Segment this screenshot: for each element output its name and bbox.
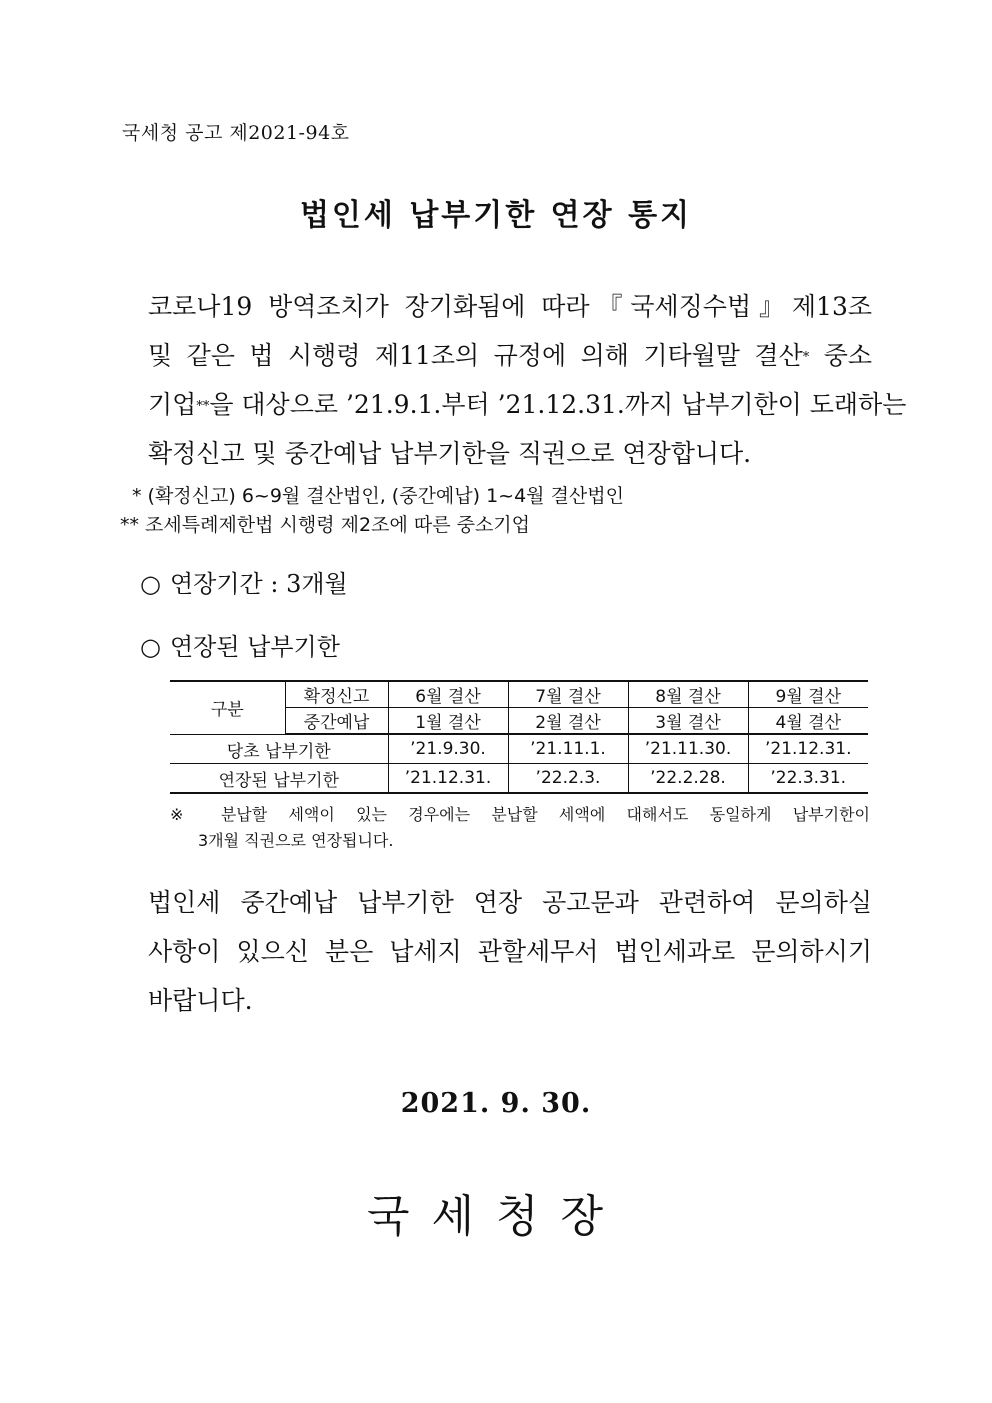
table-cell: 6월 결산 — [388, 681, 508, 708]
notice-number: 국세청 공고 제2021-94호 — [122, 122, 350, 144]
table-header-cell: 중간예납 — [285, 708, 388, 735]
signer-name: 국세청장 — [366, 1191, 625, 1242]
bullet-extended-deadline — [140, 627, 340, 662]
table-cell: ’21.12.31. — [388, 764, 508, 794]
bullet-text: 연장된 납부기한 — [170, 633, 340, 661]
bullet-text: 연장기간 : 3개월 — [170, 570, 348, 598]
table-cell: 7월 결산 — [508, 681, 628, 708]
table-cell: ’21.9.30. — [388, 734, 508, 764]
table-row — [170, 764, 868, 794]
table-row — [170, 734, 868, 764]
note-line: 3개월 직권으로 연장됩니다. — [198, 831, 394, 850]
table-cell: ’21.11.30. — [628, 734, 748, 764]
deadline-table — [170, 680, 868, 794]
paragraph-line: 사항이 있으신 분은 납세지 관할세무서 법인세과로 문의하시기 — [148, 937, 872, 966]
paragraph-line: 확정신고 및 중간예납 납부기한을 직권으로 연장합니다. — [148, 439, 752, 468]
paragraph-line — [120, 331, 872, 380]
paragraph-text: 중소 — [809, 341, 872, 370]
bullet-extension-period — [140, 564, 348, 599]
table-header-cell: 당초 납부기한 — [170, 734, 388, 764]
page-title: 법인세 납부기한 연장 통지 — [299, 198, 693, 233]
paragraph-line: 코로나19 방역조치가 장기화됨에 따라『국세징수법』제13조 — [148, 292, 872, 321]
table-cell: ’22.3.31. — [748, 764, 868, 794]
paragraph-line: 법인세 중간예납 납부기한 연장 공고문과 관련하여 문의하실 — [148, 888, 872, 917]
table-row — [170, 681, 868, 708]
table-header-cell: 구분 — [170, 681, 285, 734]
table-cell: ’21.11.1. — [508, 734, 628, 764]
table-cell: ’22.2.28. — [628, 764, 748, 794]
paragraph-line — [120, 380, 907, 429]
table-cell: 4월 결산 — [748, 708, 868, 735]
paragraph-text: 기업 — [148, 390, 197, 419]
footnote-2: ** 조세특례제한법 시행령 제2조에 따른 중소기업 — [120, 514, 531, 536]
note-line: ※ 분납할 세액이 있는 경우에는 분납할 세액에 대해서도 동일하게 납부기한이 — [170, 805, 870, 824]
table-cell: 9월 결산 — [748, 681, 868, 708]
installment-note — [170, 802, 870, 854]
footnote-marker: * — [802, 350, 810, 365]
footnote-marker: ** — [196, 399, 210, 414]
paragraph-text: 및 같은 법 시행령 제11조의 규정에 의해 기타월말 결산 — [148, 341, 803, 370]
table-cell: ’21.12.31. — [748, 734, 868, 764]
inquiry-paragraph — [120, 878, 872, 1025]
notice-date: 2021. 9. 30. — [400, 1088, 592, 1119]
table-cell: 3월 결산 — [628, 708, 748, 735]
table-cell: 8월 결산 — [628, 681, 748, 708]
table-cell: 2월 결산 — [508, 708, 628, 735]
table-cell: 1월 결산 — [388, 708, 508, 735]
main-paragraph — [120, 282, 907, 478]
table-header-cell: 연장된 납부기한 — [170, 764, 388, 794]
footnote-1: * (확정신고) 6~9월 결산법인, (중간예납) 1~4월 결산법인 — [132, 485, 624, 507]
circle-bullet-icon: ○ — [140, 633, 161, 661]
paragraph-text: 을 대상으로 ’21.9.1.부터 ’21.12.31.까지 납부기한이 도래하는 — [209, 390, 907, 419]
table-header-cell: 확정신고 — [285, 681, 388, 708]
circle-bullet-icon: ○ — [140, 570, 161, 598]
paragraph-line: 바랍니다. — [148, 986, 253, 1015]
table-cell: ’22.2.3. — [508, 764, 628, 794]
